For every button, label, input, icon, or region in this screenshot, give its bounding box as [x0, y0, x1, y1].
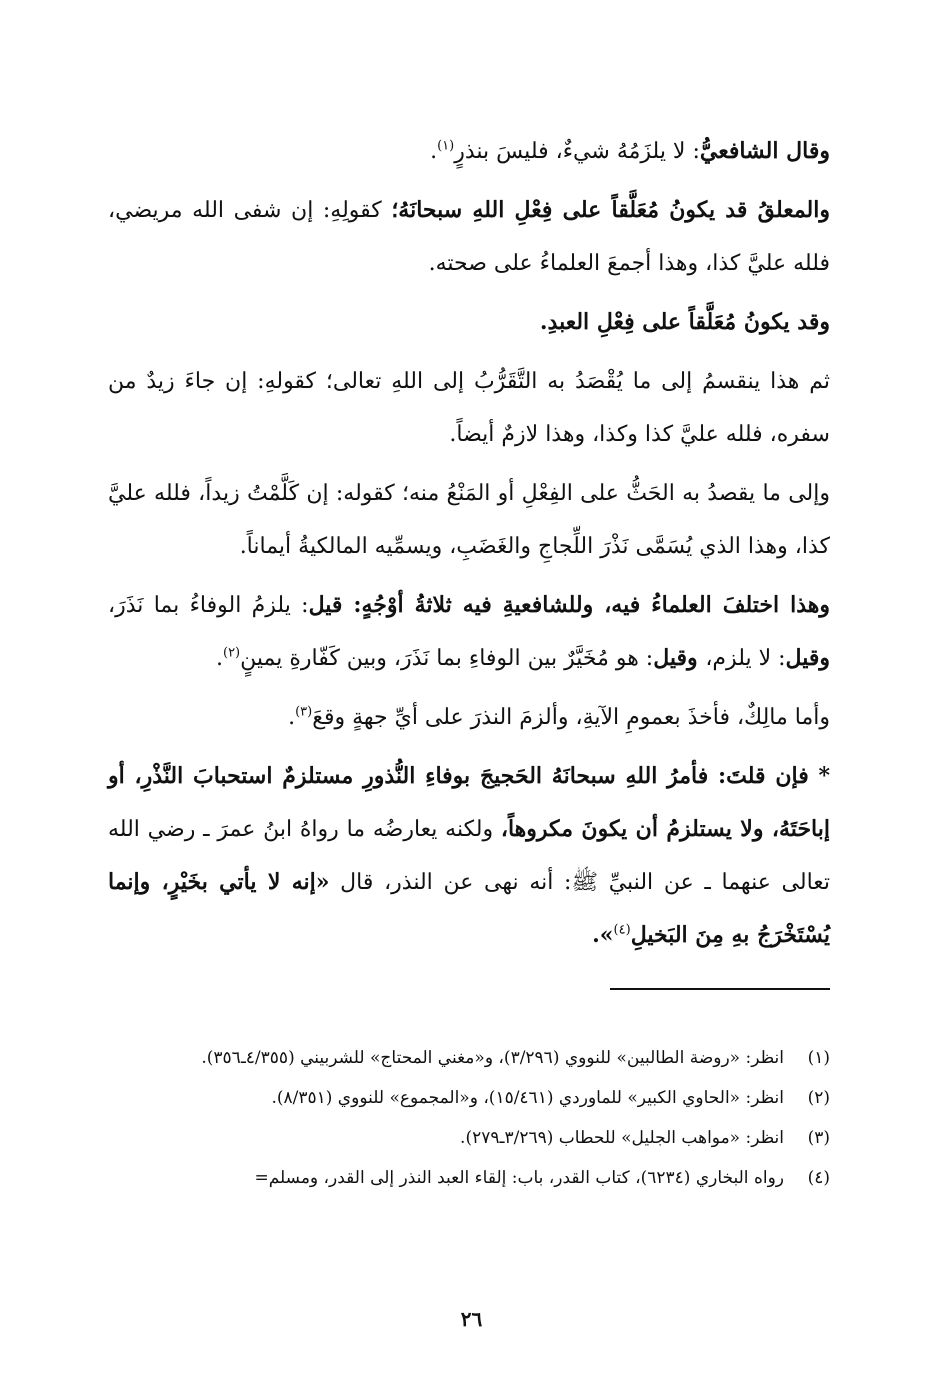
footnote-4: [108, 1160, 830, 1197]
footnote-text: انظر: «مواهب الجليل» للحطاب (٣/٢٦٩ـ٢٧٩).: [460, 1128, 784, 1148]
footnote-ref-3[interactable]: (٣): [295, 704, 313, 720]
para1-text: : لا يلزَمُهُ شيءٌ، فليسَ بنذرٍ: [454, 139, 700, 164]
paragraph-7: وأما مالِكٌ، فأخذَ بعمومِ الآيةِ، وألزمَ النذرَ على أيِّ جهةٍ وقعَ$^{(٣)}$.: [288, 704, 830, 730]
paragraph-3: [108, 296, 830, 349]
paragraph-1: وقال الشافعيُّ: لا يلزَمُهُ شيءٌ، فليسَ بنذرٍ$^{(١)}$.: [430, 138, 830, 164]
paragraph-5: [108, 467, 830, 573]
para2-text: كقولِهِ: إن شفى الله مريضي، فلله عليَّ كذا، وهذا أجمعَ العلماءُ على صحته.: [108, 198, 830, 276]
footnote-3: [108, 1120, 830, 1157]
footnote-number: (٤): [807, 1168, 830, 1188]
para2-bold: والمعلقُ قد يكونُ مُعَلَّقاً على فِعْلِ اللهِ سبحانَهُ؛: [391, 197, 830, 223]
para5-text: وإلى ما يقصدُ به الحَثُّ على الفِعْلِ أو المَنْعُ منه؛ كقوله: إن كَلَّمْتُ زيداً، فلله عليَّ كذا، وهذا الذي يُسَمَّى نَذْرَ اللِّجاجِ والغَضَبِ، ويسمِّيه المالكيةُ أيماناً.: [108, 481, 830, 559]
footnote-ref-4[interactable]: (٤): [613, 922, 631, 938]
footnote-text: انظر: «الحاوي الكبير» للماوردي (١٥/٤٦١)، و«المجموع» للنووي (٨/٣٥١).: [271, 1088, 784, 1108]
para6-bold: وهذا اختلفَ العلماءُ فيه، وللشافعيةِ فيه ثلاثةُ أوْجُهٍ:: [353, 592, 830, 618]
para8-hadith: «إنه لا يأتي بخَيْرٍ، وإنما يُسْتَخْرَجُ بهِ مِنَ البَخيلِ: [108, 869, 830, 948]
paragraph-6: وهذا اختلفَ العلماءُ فيه، وللشافعيةِ فيه ثلاثةُ أوْجُهٍ: قيل: يلزمُ الوفاءُ بما نَذَرَ، وقيل: لا يلزم، وقيل: هو مُخَيَّرٌ بين الوفاءِ بما نَذَرَ، وبين كَفّارةِ يمينٍ$^{(٢)}$.: [108, 592, 830, 671]
paragraph-8: * فإن قلتَ: فأمرُ اللهِ سبحانَهُ الحَجيجَ بوفاءِ النُّذورِ مستلزمٌ استحبابَ النَّذْرِ، أو إباحَتَهُ، ولا يستلزمُ أن يكونَ مكروهاً، ولكنه يعارضُه ما رواهُ ابنُ عمرَ ـ رضي الله تعالى عنهما ـ عن النبيِّ ﷺ: أنه نهى عن النذر، قال «إنه لا يأتي بخَيْرٍ، وإنما يُسْتَخْرَجُ بهِ مِنَ البَخيلِ$^{(٤)}$».: [108, 763, 831, 948]
footnote-text: رواه البخاري (٦٢٣٤)، كتاب القدر، باب: إلقاء العبد النذر إلى القدر، ومسلم=: [254, 1168, 784, 1188]
footnote-ref-2[interactable]: (٢): [222, 645, 241, 661]
para7-text: وأما مالِكٌ، فأخذَ بعمومِ الآيةِ، وألزمَ النذرَ على أيِّ جهةٍ وقعَ: [312, 705, 830, 730]
para1-bold: وقال الشافعيُّ: [699, 138, 830, 164]
footnote-1: [108, 1040, 830, 1077]
paragraph-2: [108, 184, 830, 290]
para3-text: وقد يكونُ مُعَلَّقاً على فِعْلِ العبدِ.: [539, 309, 830, 335]
footnotes: [108, 1040, 830, 1200]
main-text: [108, 125, 830, 968]
para4-text: ثم هذا ينقسمُ إلى ما يُقْصَدُ به التَّقَرُّبُ إلى اللهِ تعالى؛ كقولهِ: إن جاءَ زيدٌ من سفره، فلله عليَّ كذا وكذا، وهذا لازمٌ أيضاً.: [108, 369, 830, 447]
page-number: ٢٦: [460, 1307, 483, 1331]
para8-bold: * فإن قلتَ: فأمرُ اللهِ سبحانَهُ الحَجيجَ بوفاءِ النُّذورِ مستلزمٌ استحبابَ النَّذْرِ، أو إباحَتَهُ، ولا يستلزمُ أن يكونَ مكروهاً،: [108, 763, 830, 842]
footnote-text: انظر: «روضة الطالبين» للنووي (٣/٢٩٦)، و«مغني المحتاج» للشربيني (٤/٣٥٥ـ٣٥٦).: [201, 1048, 784, 1068]
footnote-number: (٣): [807, 1128, 830, 1148]
footnote-number: (١): [807, 1048, 830, 1068]
footnote-ref-1[interactable]: (١): [437, 138, 455, 154]
para8-text: ولكنه يعارضُه ما رواهُ ابنُ عمرَ ـ رضي الله تعالى عنهما ـ عن النبيِّ ﷺ: أنه نهى عن النذر، قال: [108, 817, 831, 895]
footnote-divider: [610, 988, 830, 990]
footnote-2: [108, 1080, 830, 1117]
footnote-number: (٢): [807, 1088, 830, 1108]
paragraph-4: [108, 355, 830, 461]
